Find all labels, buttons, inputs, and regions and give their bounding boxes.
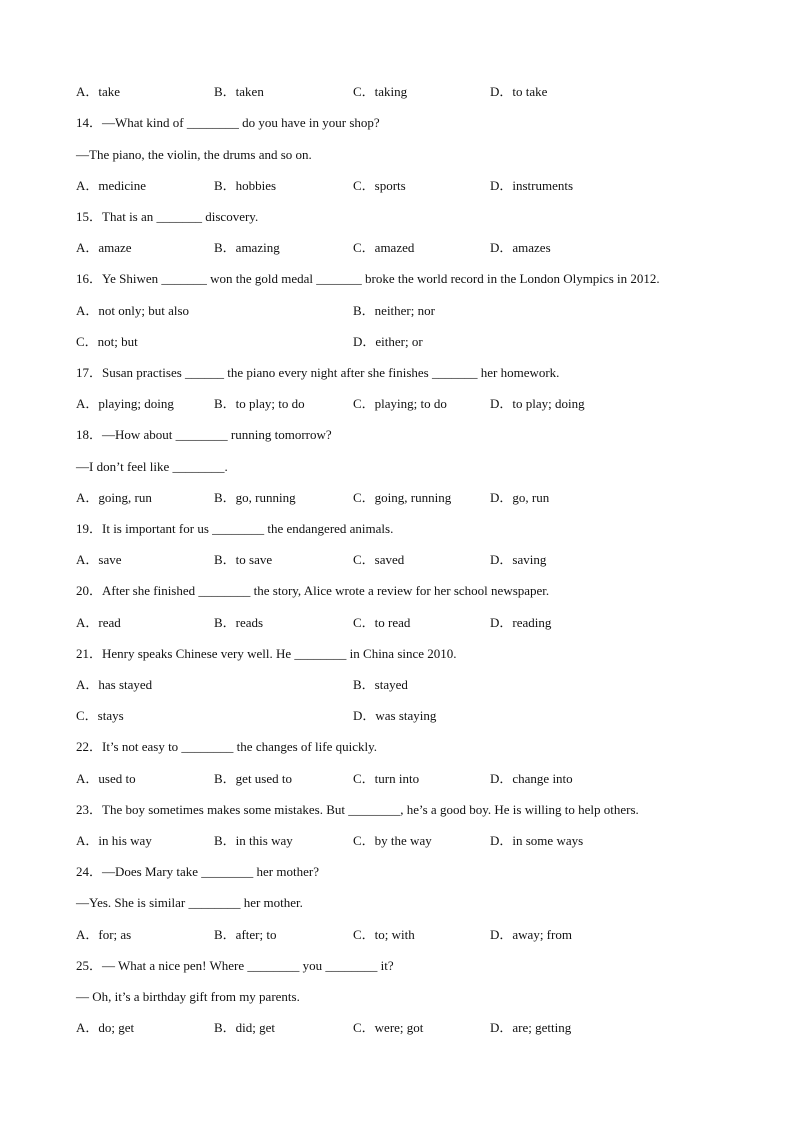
q24-stem: 24．—Does Mary take ________ her mother? [76, 864, 319, 879]
q25-option-a: A．do; get [76, 1020, 135, 1035]
q14-option-b: B．hobbies [214, 178, 277, 193]
q23-option-b: B．in this way [214, 833, 293, 848]
q14-option-a: A．medicine [76, 178, 147, 193]
q20-stem: 20．After she finished ________ the story, Alice wrote a review for her school newspaper. [76, 583, 550, 598]
q15-option-b: B．amazing [214, 240, 280, 255]
q20-option-c: C．to read [353, 615, 411, 630]
q24-option-c: C．to; with [353, 927, 415, 942]
q18-option-b: B．go, running [214, 490, 296, 505]
q25-reply: — Oh, it’s a birthday gift from my parents. [76, 989, 300, 1004]
q20-option-b: B．reads [214, 615, 264, 630]
q23-option-c: C．by the way [353, 833, 432, 848]
q17-option-b: B．to play; to do [214, 396, 305, 411]
q16-option-a: A．not only; but also [76, 303, 190, 318]
q14-option-d: D．instruments [490, 178, 574, 193]
q18-reply: —I don’t feel like ________. [76, 459, 228, 474]
q16-option-d: D．either; or [353, 334, 423, 349]
q22-stem: 22．It’s not easy to ________ the changes of life quickly. [76, 739, 377, 754]
q23-option-d: D．in some ways [490, 833, 584, 848]
q21-option-b: B．stayed [353, 677, 408, 692]
q21-option-a: A．has stayed [76, 677, 153, 692]
q22-option-d: D．change into [490, 771, 573, 786]
q16-option-c: C．not; but [76, 334, 138, 349]
q19-option-c: C．saved [353, 552, 405, 567]
q17-stem: 17．Susan practises ______ the piano every night after she finishes _______ her homework. [76, 365, 560, 380]
q18-option-d: D．go, run [490, 490, 550, 505]
q22-option-b: B．get used to [214, 771, 292, 786]
q18-option-a: A．going, run [76, 490, 152, 505]
q16-stem: 16．Ye Shiwen _______ won the gold medal _______ broke the world record in the London Olympics in 2012. [76, 271, 660, 286]
q25-stem: 25．— What a nice pen! Where ________ you ________ it? [76, 958, 394, 973]
q15-option-d: D．amazes [490, 240, 551, 255]
q25-option-c: C．were; got [353, 1020, 424, 1035]
q17-option-c: C．playing; to do [353, 396, 447, 411]
q20-option-a: A．read [76, 615, 121, 630]
q15-option-a: A．amaze [76, 240, 132, 255]
q15-stem: 15．That is an _______ discovery. [76, 209, 259, 224]
q17-option-a: A．playing; doing [76, 396, 174, 411]
q24-option-a: A．for; as [76, 927, 132, 942]
q24-option-d: D．away; from [490, 927, 572, 942]
q15-option-c: C．amazed [353, 240, 415, 255]
q17-option-d: D．to play; doing [490, 396, 585, 411]
q18-stem: 18．—How about ________ running tomorrow? [76, 427, 332, 442]
q14-reply: —The piano, the violin, the drums and so on. [76, 147, 312, 162]
q25-option-b: B．did; get [214, 1020, 276, 1035]
q13-option-c: C．taking [353, 84, 408, 99]
q18-option-c: C．going, running [353, 490, 452, 505]
q22-option-a: A．used to [76, 771, 136, 786]
q13-option-b: B．taken [214, 84, 264, 99]
q13-option-a: A．take [76, 84, 121, 99]
q22-option-c: C．turn into [353, 771, 420, 786]
q25-option-d: D．are; getting [490, 1020, 572, 1035]
q21-option-c: C．stays [76, 708, 124, 723]
q14-stem: 14．—What kind of ________ do you have in your shop? [76, 115, 380, 130]
q24-option-b: B．after; to [214, 927, 277, 942]
q19-option-b: B．to save [214, 552, 273, 567]
q24-reply: —Yes. She is similar ________ her mother. [76, 895, 303, 910]
q16-option-b: B．neither; nor [353, 303, 435, 318]
q20-option-d: D．reading [490, 615, 552, 630]
q14-option-c: C．sports [353, 178, 406, 193]
q19-option-d: D．saving [490, 552, 547, 567]
q19-option-a: A．save [76, 552, 122, 567]
q23-stem: 23．The boy sometimes makes some mistakes. But ________, he’s a good boy. He is willing to help others. [76, 802, 639, 817]
q19-stem: 19．It is important for us ________ the endangered animals. [76, 521, 394, 536]
q21-stem: 21．Henry speaks Chinese very well. He ________ in China since 2010. [76, 646, 457, 661]
q21-option-d: D．was staying [353, 708, 437, 723]
q13-option-d: D．to take [490, 84, 548, 99]
q23-option-a: A．in his way [76, 833, 152, 848]
